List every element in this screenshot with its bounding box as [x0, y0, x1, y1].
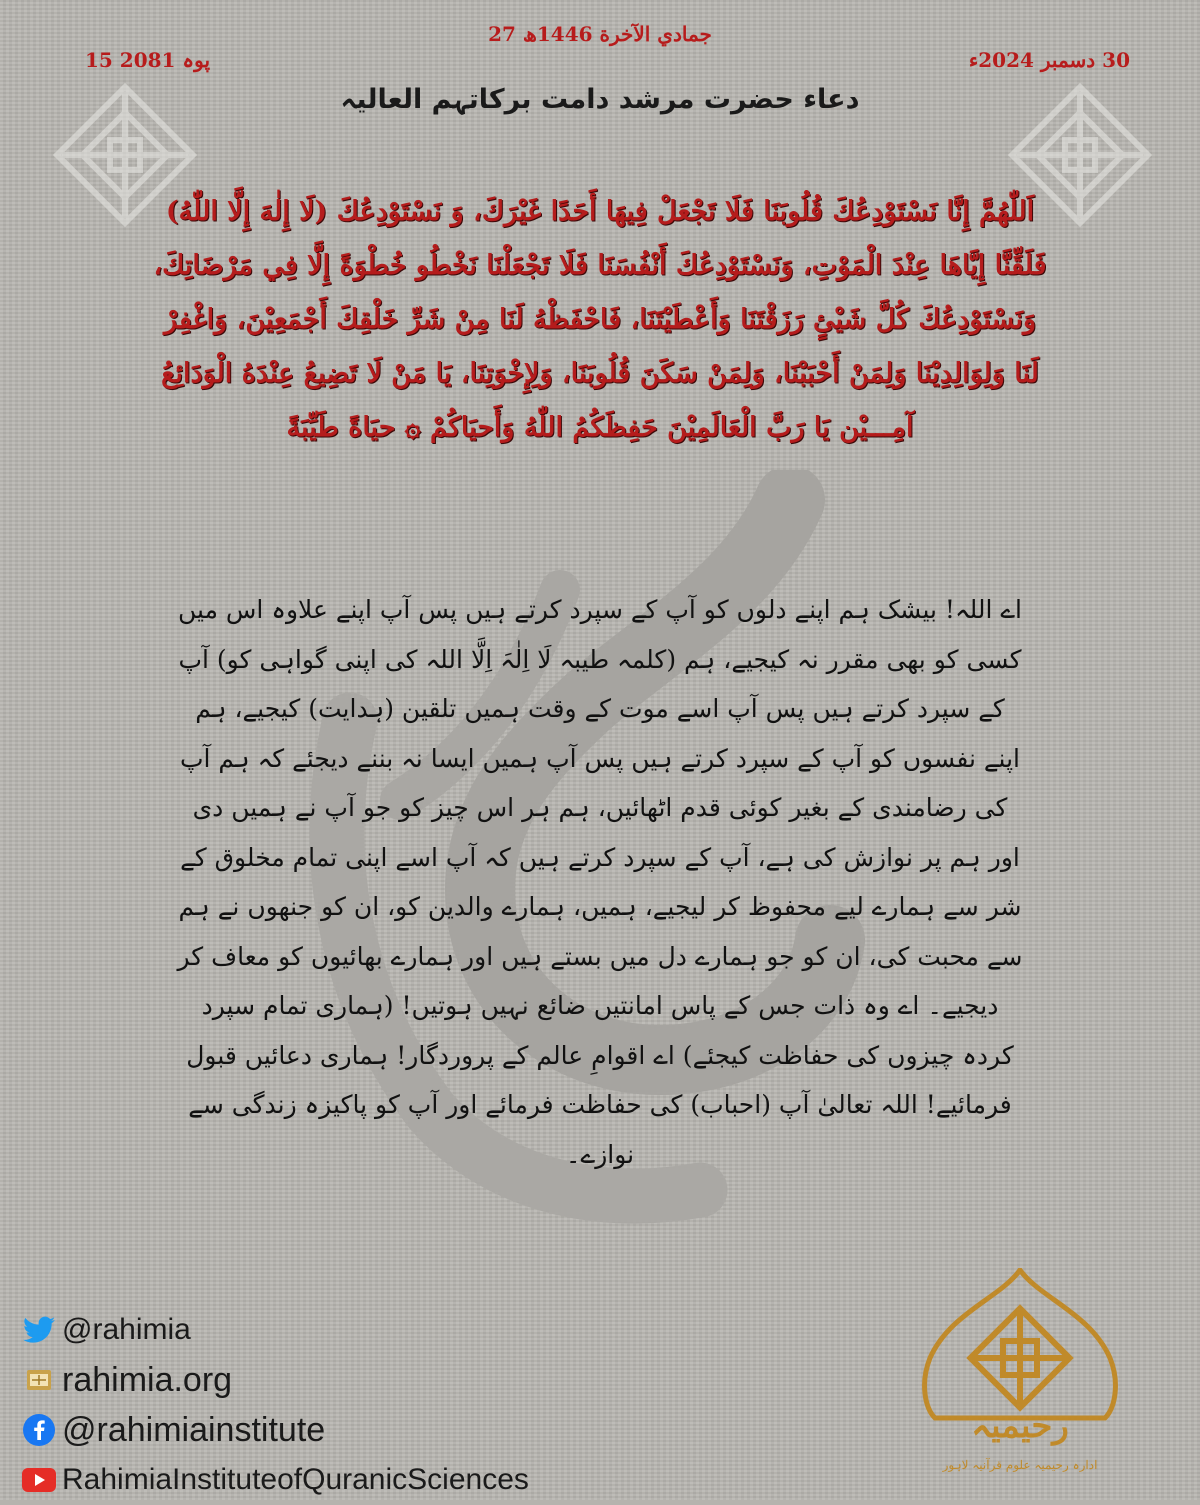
website-url: rahimia.org [62, 1360, 233, 1399]
social-youtube[interactable] [22, 1455, 529, 1505]
twitter-handle: @rahimia [62, 1313, 191, 1346]
social-website[interactable] [22, 1355, 529, 1405]
urdu-translation-text: اے اللہ! بیشک ہم اپنے دلوں کو آپ کے سپرد کرتے ہیں پس آپ اپنے علاوہ اس میں کسی کو بھی مقرر نہ کیجیے، ہم (کلمہ طیبہ لَا اِلٰہَ اِلَّا اللہ کی اپنی گواہی کو) آپ کے سپرد کرتے ہیں پس آپ اسے موت کے وقت ہمیں تلقین (ہدایت) کیجیے، ہم اپنے نفسوں کو آپ کے سپرد کرتے ہیں پس آپ ہمیں ایسا نہ بننے دیجئے کہ ہم آپ کی رضامندی کے بغیر کوئی قدم اٹھائیں، ہم ہر اس چیز کو جو آپ نے ہمیں دی اور ہم پر نوازش کی ہے، آپ کے سپرد کرتے ہیں کہ آپ اسے اپنی تمام مخلوق کے شر سے ہمارے لیے محفوظ کر لیجیے، ہمیں، ہمارے والدین کو، ان کو جنھوں نے ہم سے محبت کی، ان کو جو ہمارے دل میں بستے ہیں اور ہمارے بھائیوں کو معاف کر دیجیے۔ اے وہ ذات جس کے پاس امانتیں ضائع نہیں ہوتیں! (ہماری تمام سپرد کردہ چیزوں کی حفاظت کیجئے) اے اقوامِ عالم کے پروردگار! ہماری دعائیں قبول فرمائیے! اللہ تعالیٰ آپ (احباب) کی حفاظت فرمائے اور آپ کو پاکیزہ زندگی سے نوازے۔ [177, 595, 1023, 1169]
logo-name: رحیمیہ [971, 1406, 1069, 1446]
social-links [22, 1305, 529, 1505]
date-gregorian: 30 دسمبر 2024ء [968, 48, 1130, 72]
logo-subtitle: ادارہ رحیمیہ علوم قرآنیہ لاہور [942, 1458, 1098, 1472]
social-twitter[interactable] [22, 1305, 529, 1355]
date-bikrami: 15 پوہ 2081 [85, 48, 211, 72]
youtube-channel: RahimiaInstituteofQuranicSciences [62, 1463, 529, 1496]
date-hijri: 27 جمادي الآخرة 1446ھ [488, 22, 712, 46]
page-title: دعاء حضرت مرشد دامت برکاتہم العالیہ [340, 84, 860, 115]
facebook-handle: @rahimiainstitute [62, 1410, 326, 1449]
globe-icon [22, 1363, 56, 1397]
arabic-dua-text: اَللّٰهُمَّ إِنَّا نَسْتَوْدِعُكَ قُلُوبَنَا فَلَا تَجْعَلْ فِيهَا أَحَدًا غَيْرَكَ، وَ نَسْتَوْدِعُكَ (لَا إِلٰهَ إِلَّا اللّٰهُ) فَلَقِّنَّا إِيَّاهَا عِنْدَ الْمَوْتِ، وَنَسْتَوْدِعُكَ أَنْفُسَنَا فَلَا تَجْعَلْنَا نَخْطُو خُطْوَةً إِلَّا فِي مَرْضَاتِكَ، وَنَسْتَوْدِعُكَ كُلَّ شَيْئٍ رَزَقْتَنَا وَأَعْطَيْتَنَا، فَاحْفَظْهُ لَنَا مِنْ شَرِّ خَلْقِكَ أَجْمَعِيْنَ، وَاغْفِرْ لَنَا وَلِوَالِدِيْنَا وَلِمَنْ أَحْبَبْنَا، وَلِمَنْ سَكَنَ قُلُوبَنَا، وَلِإِخْوَتِنَا، يَا مَنْ لَا تَضِيعُ عِنْدَهُ الْوَدَائِعُ آمِـــيْن يَا رَبَّ الْعَالَمِيْنَ حَفِظَكُمُ اللّٰهُ وَأَحيَاكُمْ ۞ حيَاةً طَيِّبَةً [153, 196, 1047, 443]
social-facebook[interactable] [22, 1405, 529, 1455]
youtube-icon [22, 1463, 56, 1497]
facebook-icon [22, 1413, 56, 1447]
twitter-icon [22, 1313, 56, 1347]
